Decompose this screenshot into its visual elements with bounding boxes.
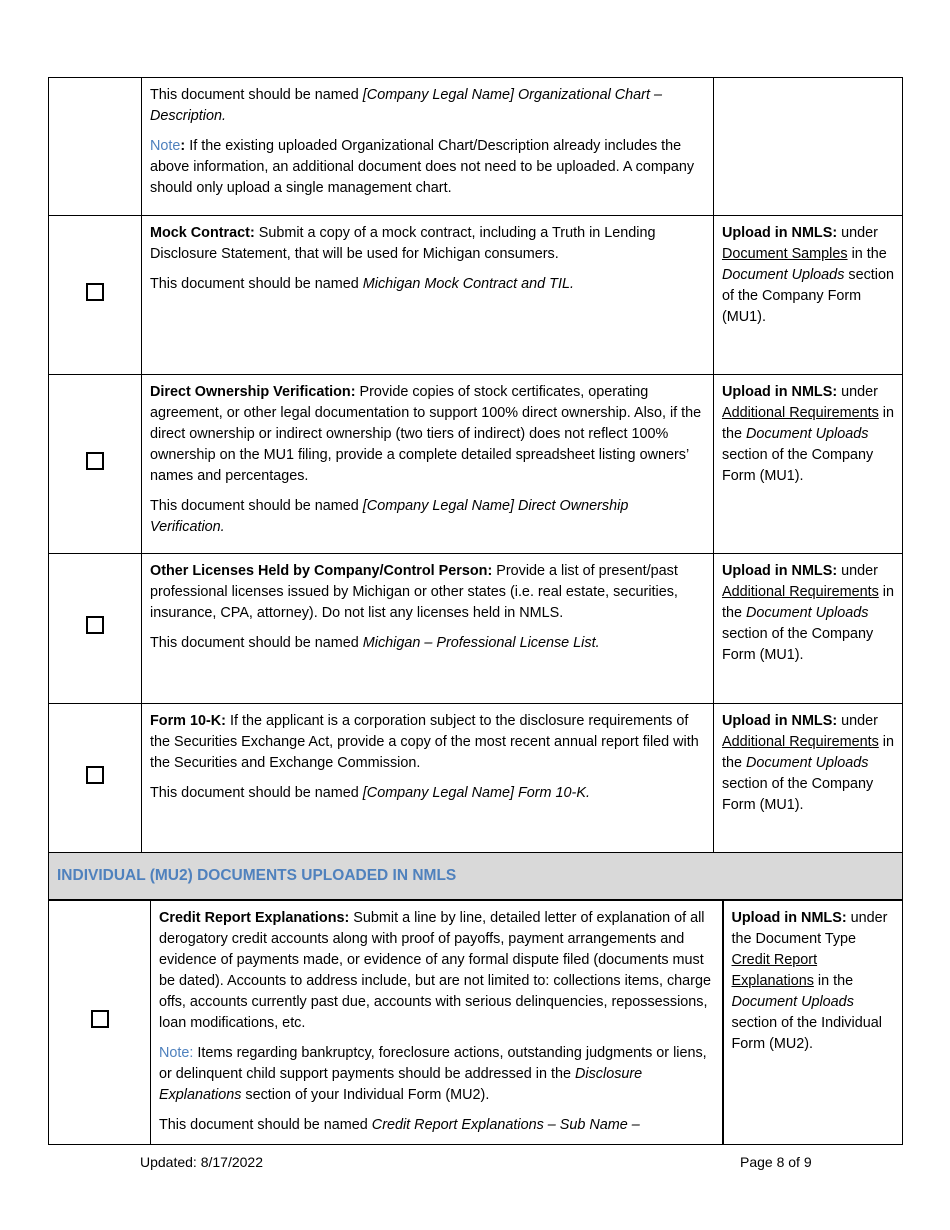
checkbox-cell	[49, 216, 142, 375]
requirements-table	[48, 77, 903, 900]
direct-ownership-checkbox[interactable]	[86, 452, 104, 470]
checkbox-cell	[49, 554, 142, 704]
checkbox-cell	[49, 375, 142, 554]
table-row	[49, 554, 903, 704]
table-row	[49, 375, 903, 554]
note-paragraph: Note: If the existing uploaded Organizational Chart/Description already includes the above information, an additional document does not need to be uploaded. A company should only upload a single management chart.	[150, 138, 695, 196]
other-licenses-checkbox[interactable]	[86, 616, 104, 634]
upload-cell	[714, 78, 903, 216]
upload-cell: Upload in NMLS: under Additional Requirements in the Document Uploads section of the Company Form (MU1).	[714, 375, 903, 554]
description-cell: Direct Ownership Verification: Provide copies of stock certificates, operating agreement, or other legal documentation to support 100% direct ownership. Also, if the direct ownership or indirect ownership (two tiers of indirect) does not reflect 100% ownership on the MU1 filing, provide a complete detailed spreadsheet listing owners’ names and percentages. This document should be named [Company Legal Name] Direct Ownership Verification.	[142, 375, 714, 554]
footer-page-number: Page 8 of 9	[740, 1154, 812, 1170]
section-header-row	[49, 853, 903, 900]
table-row	[49, 901, 903, 1145]
additional-requirements-link[interactable]: Additional Requirements	[722, 734, 879, 750]
document-samples-link[interactable]: Document Samples	[722, 246, 848, 262]
credit-report-checkbox[interactable]	[91, 1010, 109, 1028]
description-cell: Mock Contract: Submit a copy of a mock contract, including a Truth in Lending Disclosure Statement, that will be used for Michigan consumers. This document should be named Michigan Mock Contract and TIL.	[142, 216, 714, 375]
additional-requirements-link[interactable]: Additional Requirements	[722, 405, 879, 421]
description-cell: Form 10-K: If the applicant is a corporation subject to the disclosure requirements of the Securities Exchange Act, provide a copy of the most recent annual report filed with the Securities and Exchange Commission. This document should be named [Company Legal Name] Form 10-K.	[142, 704, 714, 853]
checkbox-cell	[49, 901, 151, 1145]
upload-cell: Upload in NMLS: under Additional Requirements in the Document Uploads section of the Company Form (MU1).	[714, 554, 903, 704]
credit-report-explanations-link[interactable]: Credit Report Explanations	[731, 952, 818, 989]
mock-contract-checkbox[interactable]	[86, 283, 104, 301]
table-row	[49, 78, 903, 216]
description-cell	[142, 78, 714, 216]
footer-updated: Updated: 8/17/2022	[140, 1154, 263, 1170]
document-page	[48, 77, 902, 1145]
individual-table	[48, 900, 903, 1145]
section-header: INDIVIDUAL (MU2) DOCUMENTS UPLOADED IN NMLS	[49, 853, 903, 900]
form-10k-checkbox[interactable]	[86, 766, 104, 784]
checkbox-cell	[49, 78, 142, 216]
description-cell: Other Licenses Held by Company/Control Person: Provide a list of present/past professional licenses issued by Michigan or other states (i.e. real estate, securities, insurance, CPA, attorney). Do not list any licenses held in NMLS. This document should be named Michigan – Professional License List.	[142, 554, 714, 704]
additional-requirements-link[interactable]: Additional Requirements	[722, 584, 879, 600]
table-row	[49, 216, 903, 375]
table-row	[49, 704, 903, 853]
upload-cell: Upload in NMLS: under Additional Requirements in the Document Uploads section of the Company Form (MU1).	[714, 704, 903, 853]
naming-instruction: This document should be named [Company Legal Name] Organizational Chart – Description.	[150, 87, 662, 124]
upload-cell: Upload in NMLS: under Document Samples in the Document Uploads section of the Company Form (MU1).	[714, 216, 903, 375]
checkbox-cell	[49, 704, 142, 853]
description-cell: Credit Report Explanations: Submit a line by line, detailed letter of explanation of all derogatory credit accounts along with proof of payoffs, payment arrangements and evidence of payments made, or evidence of any formal dispute filed (documents must be dated). Accounts to address include, but are not limited to: collections items, charge offs, accounts currently past due, accounts with serious delinquencies, repossessions, loan modifications, etc. Note: Items regarding bankruptcy, foreclosure actions, outstanding judgments or liens, or delinquent child support payments should be addressed in the Disclosure Explanations section of your Individual Form (MU2). This document should be named Credit Report Explanations – Sub Name –	[151, 901, 723, 1145]
upload-cell: Upload in NMLS: under the Document Type Credit Report Explanations in the Document Uploads section of the Individual Form (MU2).	[723, 901, 903, 1145]
